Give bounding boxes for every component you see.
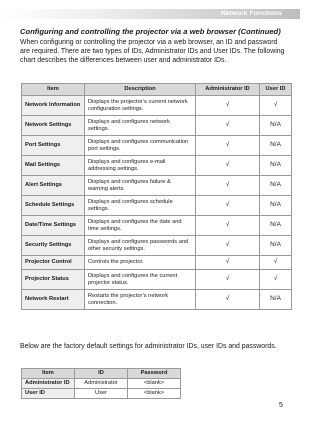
item-cell: Network Settings [22,116,85,136]
column-header: User ID [260,84,292,96]
table-row [22,176,292,196]
section-heading: Configuring and controlling the projector via a web browser (Continued) [20,27,281,36]
admin-cell: √ [196,176,260,196]
user-cell: √ [260,256,292,270]
admin-cell: √ [196,270,260,290]
description-cell: Displays and configures communication port settings. [85,136,196,156]
item-cell: Security Settings [22,236,85,256]
description-cell: Displays and configures the date and time settings. [85,216,196,236]
page-number: 5 [279,402,283,409]
table-row [22,256,292,270]
table-row [22,290,292,310]
table-row [22,389,181,399]
description-cell: Displays and configures passwords and other security settings. [85,236,196,256]
item-cell: Schedule Settings [22,196,85,216]
table-row [22,270,292,290]
item-cell: User ID [22,389,75,399]
item-cell: Port Settings [22,136,85,156]
item-cell: Administrator ID [22,379,75,389]
user-cell: N/A [260,156,292,176]
admin-cell: √ [196,256,260,270]
item-cell: Date/Time Settings [22,216,85,236]
user-cell: N/A [260,196,292,216]
item-cell: Network Restart [22,290,85,310]
description-cell: Restarts the projector’s network connection. [85,290,196,310]
defaults-paragraph: Below are the factory default settings for administrator IDs, user IDs and passwords. [20,343,277,350]
admin-cell: √ [196,290,260,310]
description-cell: Displays and configures the current projector status. [85,270,196,290]
admin-cell: √ [196,96,260,116]
default-accounts-table [21,368,181,399]
table-row [22,156,292,176]
password-cell: <blank> [128,389,181,399]
description-cell: Displays and configures failure & warning alerts. [85,176,196,196]
item-cell: Alert Settings [22,176,85,196]
intro-paragraph: When configuring or controlling the projector via a web browser, an ID and password are required. There are two types of IDs, Administrator IDs and User IDs. The following chart describes the differences between user and administrator IDs. [20,39,285,65]
description-cell: Displays and configures schedule settings. [85,196,196,216]
id-cell: Administrator [75,379,128,389]
user-cell: √ [260,270,292,290]
table-row [22,116,292,136]
user-cell: N/A [260,290,292,310]
user-cell: N/A [260,216,292,236]
column-header: Password [128,369,181,379]
column-header: Administrator ID [196,84,260,96]
admin-cell: √ [196,196,260,216]
column-header: Item [22,84,85,96]
table-row [22,96,292,116]
password-cell: <blank> [128,379,181,389]
user-cell: √ [260,96,292,116]
user-cell: N/A [260,236,292,256]
item-cell: Mail Settings [22,156,85,176]
admin-cell: √ [196,136,260,156]
item-cell: Projector Status [22,270,85,290]
table-row [22,196,292,216]
user-cell: N/A [260,116,292,136]
table-row [22,236,292,256]
table-header-row [22,369,181,379]
id-cell: User [75,389,128,399]
description-cell: Controls the projector. [85,256,196,270]
description-cell: Displays and configures network settings. [85,116,196,136]
section-title: Network Functions [220,10,282,17]
item-cell: Network Information [22,96,85,116]
admin-cell: √ [196,216,260,236]
description-cell: Displays the projector’s current network configuration settings. [85,96,196,116]
table-row [22,216,292,236]
admin-cell: √ [196,156,260,176]
description-cell: Displays and configures e-mail addressing settings. [85,156,196,176]
item-cell: Projector Control [22,256,85,270]
table-header-row [22,84,292,96]
column-header: Item [22,369,75,379]
user-cell: N/A [260,136,292,156]
user-cell: N/A [260,176,292,196]
column-header: ID [75,369,128,379]
admin-cell: √ [196,236,260,256]
table-row [22,379,181,389]
table-row [22,136,292,156]
admin-cell: √ [196,116,260,136]
column-header: Description [85,84,196,96]
privileges-table [21,83,292,310]
